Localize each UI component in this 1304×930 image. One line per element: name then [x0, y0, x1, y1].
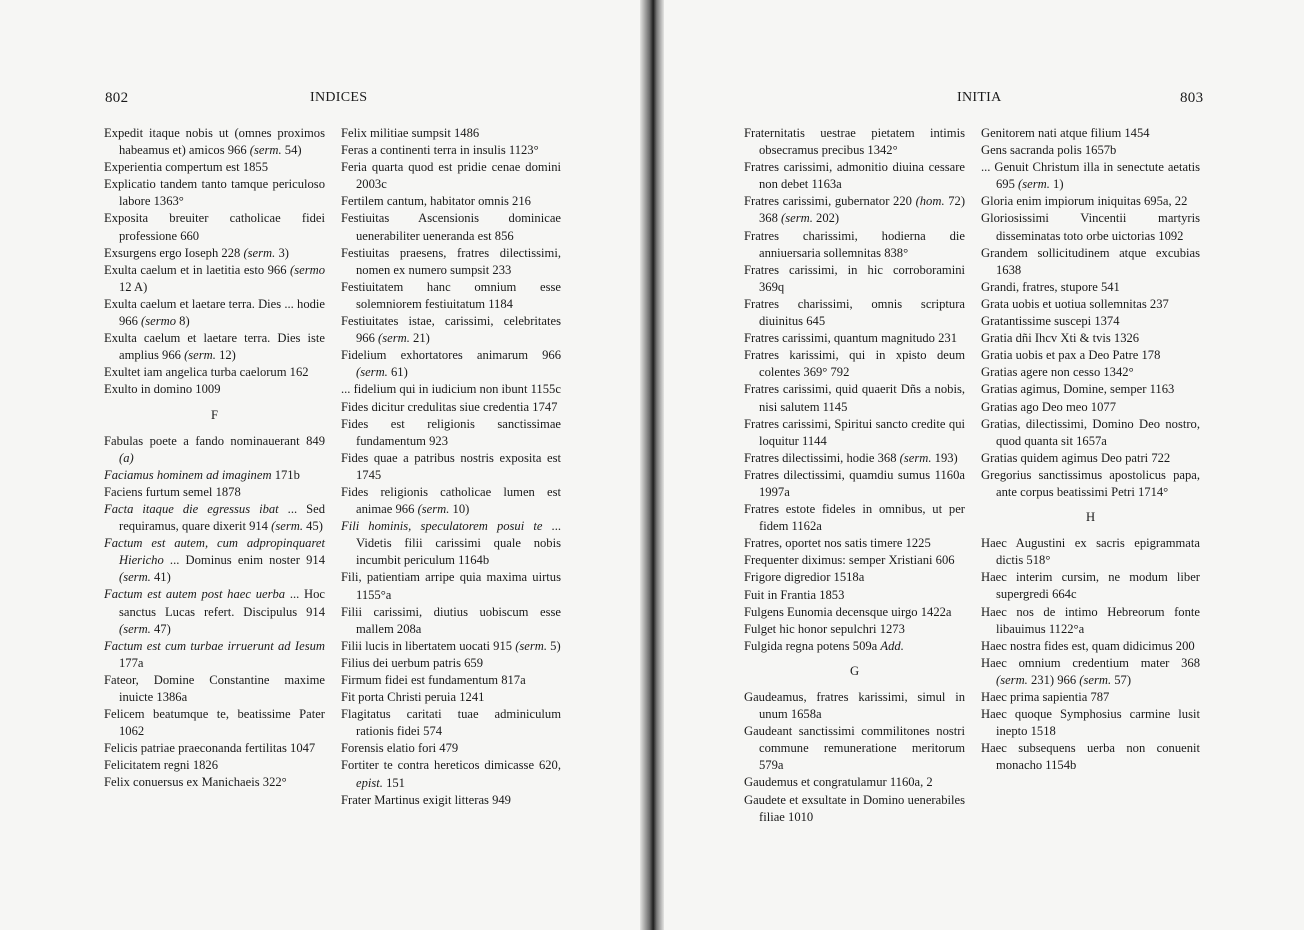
entry-text: Fulgida regna potens 509a: [744, 638, 881, 653]
index-entry: [341, 142, 561, 159]
index-entry: [744, 621, 965, 638]
entry-text: Forensis elatio fori 479: [341, 741, 459, 756]
entry-text: Exulta caelum et laetare terra. Dies iste amplius 966: [104, 331, 325, 363]
entry-text: Grandem sollicitudinem atque excubias 1638: [981, 245, 1200, 277]
index-entry: [981, 689, 1200, 706]
index-entry: [104, 706, 325, 740]
entry-text: 41): [150, 570, 171, 585]
index-entry: [341, 706, 561, 740]
entry-text: Explicatio tandem tanto tamque periculoso labore 1363°: [104, 177, 325, 209]
index-entry: [981, 655, 1200, 689]
entry-text: Gratia dñi Ihcv Xti & tvis 1326: [981, 331, 1140, 346]
running-head: INDICES: [310, 90, 368, 105]
entry-italic-text: (serm.: [1079, 672, 1112, 687]
index-entry: [744, 159, 965, 193]
entry-italic-text: (serm.: [356, 365, 388, 380]
entry-italic-text: (sermo: [290, 262, 325, 277]
entry-italic-text: (serm.: [184, 348, 216, 363]
index-entry: [981, 330, 1200, 347]
index-entry: [981, 535, 1200, 569]
entry-italic-text: Faciamus hominem ad imaginem: [104, 467, 272, 482]
entry-text: 72) 368: [759, 194, 966, 226]
left-page: [0, 0, 648, 930]
index-entry: [981, 467, 1200, 501]
entry-text: Haec prima sapientia 787: [981, 690, 1110, 704]
entry-italic-text: Factum est cum turbae irruerunt ad Iesum: [104, 638, 325, 653]
index-entry: [981, 569, 1200, 603]
entry-text: Fraternitatis uestrae pietatem intimis obsecramus precibus 1342°: [744, 126, 965, 158]
entry-text: ... Sed requiramus, quare dixerit 914: [119, 501, 325, 534]
entry-text: Haec quoque Symphosius carmine lusit inepto 1518: [981, 707, 1200, 739]
index-entry: [981, 381, 1200, 398]
entry-italic-text: (serm.: [119, 621, 151, 636]
entry-italic-text: (a): [119, 450, 134, 465]
entry-text: 3): [275, 245, 289, 260]
entry-text: Fratres carissimi, quantum magnitudo 231: [744, 331, 958, 346]
entry-text: 12): [215, 348, 236, 363]
entry-italic-text: (serm.: [515, 638, 548, 653]
index-column: [981, 125, 1200, 774]
entry-text: Festiuitas praesens, fratres dilectissimi, nomen ex numero sumpsit 233: [341, 245, 561, 277]
running-head: INITIA: [957, 90, 1002, 105]
entry-text: Haec nos de intimo Hebreorum fonte libauimus 1122°a: [981, 604, 1200, 636]
index-entry: [981, 347, 1200, 364]
entry-text: Exulta caelum et in laetitia esto 966: [104, 262, 291, 277]
index-entry: [744, 689, 965, 723]
entry-text: Exultet iam angelica turba caelorum 162: [104, 365, 309, 380]
index-entry: [981, 313, 1200, 330]
entry-text: Gratias, dilectissimi, Domino Deo nostro, quod quanta sit 1657a: [981, 416, 1200, 448]
entry-text: Gratias ago Deo meo 1077: [981, 399, 1116, 414]
index-column: [744, 125, 965, 826]
entry-italic-text: (serm.: [781, 211, 813, 226]
entry-text: Fratres estote fideles in omnibus, ut per fidem 1162a: [744, 502, 965, 534]
entry-text: Gratia uobis et pax a Deo Patre 178: [981, 348, 1161, 363]
index-entry: [104, 757, 325, 774]
entry-text: 1): [1049, 177, 1064, 192]
index-entry: [104, 245, 325, 262]
index-entry: [981, 142, 1200, 159]
section-letter: G: [849, 663, 860, 678]
index-entry: [104, 381, 325, 398]
entry-text: Exposita breuiter catholicae fidei professione 660: [104, 211, 325, 243]
index-entry: [341, 569, 561, 603]
page-number: 802: [105, 90, 129, 106]
entry-text: Firmum fidei est fundamentum 817a: [341, 673, 526, 687]
entry-text: Fulgens Eunomia decensque uirgo 1422a: [744, 604, 952, 619]
entry-text: Fili, patientiam arripe quia maxima uirtus 1155°a: [341, 570, 561, 602]
index-entry: [981, 245, 1200, 279]
index-entry: [744, 330, 965, 347]
entry-italic-text: (serm.: [996, 672, 1028, 687]
index-entry: [744, 552, 965, 569]
entry-text: 151: [382, 775, 405, 790]
index-column: [341, 125, 561, 809]
entry-text: Feras a continenti terra in insulis 1123°: [341, 143, 539, 158]
index-entry: [104, 330, 325, 364]
index-entry: [981, 210, 1200, 244]
entry-italic-text: Factum est autem, cum adpropinquaret Hiericho: [104, 536, 325, 568]
entry-italic-text: (sermo: [141, 314, 177, 329]
index-entry: [104, 774, 325, 791]
entry-text: 57): [1111, 672, 1132, 687]
index-entry: [981, 296, 1200, 313]
index-entry: [744, 501, 965, 535]
entry-text: Gratias agimus, Domine, semper 1163: [981, 382, 1175, 397]
index-entry: [744, 792, 965, 826]
index-entry: [104, 176, 325, 210]
entry-text: Grata uobis et uotiua sollemnitas 237: [981, 296, 1169, 311]
entry-text: Gregorius sanctissimus apostolicus papa, ante corpus beatissimi Petri 1714°: [981, 467, 1200, 499]
entry-text: Fratres carissimi, Spiritui sancto credite qui loquitur 1144: [744, 416, 965, 448]
index-entry: [341, 655, 561, 672]
entry-text: 61): [387, 365, 408, 380]
index-entry: [744, 774, 965, 791]
entry-text: Fit porta Christi peruia 1241: [341, 690, 485, 705]
right-page: [656, 0, 1304, 930]
entry-text: Gratias agere non cesso 1342°: [981, 365, 1134, 380]
index-entry: [104, 638, 325, 672]
entry-text: Gens sacranda polis 1657b: [981, 143, 1117, 158]
entry-text: Flagitatus caritati tuae adminiculum rationis fidei 574: [341, 707, 561, 739]
entry-text: 54): [281, 143, 302, 158]
entry-text: 12 A): [119, 279, 148, 294]
entry-text: Gaudeamus, fratres karissimi, simul in unum 1658a: [744, 690, 965, 722]
entry-text: Fratres charissimi, hodierna die anniuersaria sollemnitas 838°: [744, 228, 965, 260]
entry-text: Expedit itaque nobis ut (omnes proximos habeamus et) amicos 966: [104, 126, 325, 158]
entry-text: Filius dei uerbum patris 659: [341, 655, 484, 670]
index-entry: [104, 159, 325, 176]
entry-text: ... Genuit Christum illa in senectute aetatis 695: [981, 160, 1200, 192]
entry-text: Gloria enim impiorum iniquitas 695a, 22: [981, 194, 1188, 209]
index-entry: [981, 638, 1200, 655]
entry-text: Gaudeant sanctissimi commilitones nostri commune remuneratione meritorum 579a: [744, 724, 965, 773]
entry-text: Fratres carissimi, in hic corroboramini 369q: [744, 262, 965, 294]
entry-text: Fortiter te contra hereticos dimicasse 620,: [341, 758, 561, 773]
index-entry: [341, 313, 561, 347]
entry-text: Fratres, oportet nos satis timere 1225: [744, 536, 931, 551]
index-entry: [981, 706, 1200, 740]
entry-text: Frater Martinus exigit litteras 949: [341, 792, 511, 807]
entry-text: Fabulas poete a fando nominauerant 849: [104, 433, 325, 448]
book-gutter: [640, 0, 664, 930]
index-entry: [104, 467, 325, 484]
index-entry: [341, 245, 561, 279]
entry-text: Felix conuersus ex Manichaeis 322°: [104, 775, 287, 790]
index-entry: [744, 723, 965, 774]
index-entry: [104, 364, 325, 381]
entry-text: Gaudemus et congratulamur 1160a, 2: [744, 775, 933, 790]
entry-italic-text: (serm.: [1018, 177, 1050, 192]
entry-text: Exsurgens ergo Ioseph 228: [104, 245, 244, 260]
index-entry: [341, 381, 561, 398]
entry-italic-text: (serm.: [378, 331, 410, 346]
section-letter: H: [1085, 510, 1096, 525]
entry-text: Felicem beatumque te, beatissime Pater 1062: [104, 707, 325, 739]
entry-text: Exulta caelum et laetare terra. Dies ... hodie 966: [104, 296, 325, 329]
entry-text: Haec interim cursim, ne modum liber supergredi 664c: [981, 570, 1200, 602]
entry-text: Fides est religionis sanctissimae fundamentum 923: [341, 416, 561, 448]
entry-text: Frequenter diximus: semper Xristiani 606: [744, 553, 955, 568]
index-entry: [104, 210, 325, 244]
index-entry: [341, 484, 561, 518]
entry-text: Fratres carissimi, gubernator 220: [744, 194, 916, 209]
index-entry: [104, 262, 325, 296]
index-entry: [104, 740, 325, 757]
index-entry: [104, 586, 325, 637]
entry-text: Gaudete et exsultate in Domino uenerabiles filiae 1010: [744, 792, 965, 824]
entry-text: Exulto in domino 1009: [104, 382, 221, 397]
entry-text: Fidelium exhortatores animarum 966: [341, 348, 561, 363]
index-entry: [744, 535, 965, 552]
entry-text: Fertilem cantum, habitator omnis 216: [341, 194, 531, 209]
entry-text: Genitorem nati atque filium 1454: [981, 126, 1150, 140]
entry-text: Gratias quidem agimus Deo patri 722: [981, 450, 1171, 465]
entry-text: ... Videtis filii carissimi quale nobis incumbit periculum 1164b: [356, 519, 561, 568]
entry-text: 177a: [119, 655, 144, 670]
index-entry: [744, 467, 965, 501]
entry-text: Fratres karissimi, qui in xpisto deum colentes 369° 792: [744, 348, 965, 380]
index-entry: [744, 262, 965, 296]
index-entry: [981, 125, 1200, 142]
entry-text: Frigore digredior 1518a: [744, 570, 865, 585]
index-entry: [341, 210, 561, 244]
entry-text: Fratres dilectissimi, hodie 368: [744, 450, 900, 465]
entry-text: Filii lucis in libertatem uocati 915: [341, 638, 516, 653]
index-entry: [341, 279, 561, 313]
index-entry: [981, 450, 1200, 467]
entry-text: Felicis patriae praeconanda fertilitas 1047: [104, 741, 316, 756]
index-entry: [341, 518, 561, 569]
index-entry: [104, 296, 325, 330]
entry-text: Felix militiae sumpsit 1486: [341, 126, 480, 140]
entry-text: 5): [547, 638, 561, 653]
index-entry: [981, 364, 1200, 381]
index-entry: [341, 399, 561, 416]
entry-italic-text: (serm.: [249, 143, 282, 158]
entry-text: Feria quarta quod est pridie cenae domini 2003c: [341, 160, 561, 192]
entry-text: ... Dominus enim noster 914: [163, 553, 325, 568]
entry-text: 45): [302, 519, 323, 534]
index-entry: [104, 484, 325, 501]
entry-text: Fratres charissimi, omnis scriptura diuinitus 645: [744, 296, 965, 329]
index-entry: [744, 296, 965, 330]
entry-text: Festiuitatem hanc omnium esse solemniorem festiuitatum 1184: [341, 279, 561, 311]
entry-italic-text: Facta itaque die egressus ibat: [104, 501, 279, 516]
index-entry: [981, 159, 1200, 193]
index-entry: [981, 399, 1200, 416]
entry-italic-text: (serm.: [243, 245, 276, 260]
entry-text: Fuit in Frantia 1853: [744, 587, 845, 602]
entry-text: Festiuitates istae, carissimi, celebritates 966: [341, 314, 561, 346]
index-entry: [981, 740, 1200, 774]
entry-text: Filii carissimi, diutius uobiscum esse mallem 208a: [341, 604, 561, 636]
index-entry: [744, 638, 965, 655]
index-entry: [981, 279, 1200, 296]
index-entry: [104, 535, 325, 586]
entry-text: 231) 966: [1027, 672, 1080, 687]
entry-text: Haec subsequens uerba non conuenit monacho 1154b: [981, 741, 1200, 773]
index-entry: [341, 672, 561, 689]
index-entry: [104, 501, 325, 535]
index-entry: [341, 792, 561, 809]
index-entry: [341, 638, 561, 655]
entry-text: 193): [931, 450, 958, 465]
entry-text: 171b: [271, 467, 300, 482]
index-entry: [981, 193, 1200, 210]
entry-text: Felicitatem regni 1826: [104, 758, 219, 773]
entry-text: Fides religionis catholicae lumen est animae 966: [341, 484, 561, 517]
entry-text: Gloriosissimi Vincentii martyris disseminatas toto orbe uictorias 1092: [981, 211, 1200, 243]
index-entry: [744, 604, 965, 621]
index-entry: [341, 347, 561, 381]
index-entry: [981, 604, 1200, 638]
entry-text: 21): [409, 331, 430, 346]
index-entry: [744, 228, 965, 262]
index-entry: [341, 604, 561, 638]
index-entry: [341, 450, 561, 484]
index-entry: [341, 125, 561, 142]
index-entry: [104, 125, 325, 159]
entry-italic-text: (serm.: [899, 450, 932, 465]
index-entry: [744, 587, 965, 604]
page-number: 803: [1180, 90, 1204, 106]
entry-text: Haec omnium credentium mater 368: [981, 655, 1200, 670]
entry-italic-text: Add.: [880, 638, 904, 653]
index-entry: [341, 159, 561, 193]
entry-italic-text: (serm.: [417, 502, 450, 517]
entry-text: ... fidelium qui in iudicium non ibunt 1155c: [341, 382, 561, 397]
index-entry: [104, 433, 325, 467]
index-entry: [981, 416, 1200, 450]
entry-text: Fulget hic honor sepulchri 1273: [744, 621, 905, 636]
entry-text: 8): [176, 314, 190, 329]
entry-text: Fides quae a patribus nostris exposita est 1745: [341, 450, 561, 482]
entry-italic-text: epist.: [356, 775, 383, 790]
entry-italic-text: (serm.: [119, 570, 151, 585]
index-column: [104, 125, 325, 792]
entry-text: 10): [449, 502, 470, 517]
entry-text: Faciens furtum semel 1878: [104, 484, 241, 499]
entry-text: Haec Augustini ex sacris epigrammata dictis 518°: [981, 536, 1200, 568]
entry-text: Fratres carissimi, admonitio diuina cessare non debet 1163a: [744, 160, 965, 192]
entry-text: Fratres carissimi, quid quaerit Dñs a nobis, nisi salutem 1145: [744, 382, 965, 414]
index-entry: [744, 125, 965, 159]
section-letter: F: [210, 407, 218, 422]
index-entry: [744, 347, 965, 381]
index-entry: [341, 689, 561, 706]
entry-italic-text: (serm.: [271, 519, 303, 534]
entry-italic-text: (hom.: [915, 194, 945, 209]
index-entry: [341, 193, 561, 210]
entry-text: 202): [812, 211, 840, 226]
entry-text: Fides dicitur credulitas siue credentia 1747: [341, 399, 558, 414]
index-entry: [744, 381, 965, 415]
index-entry: [744, 416, 965, 450]
entry-text: ... Hoc sanctus Lucas refert. Discipulus 914: [119, 587, 325, 619]
entry-text: Grandi, fratres, stupore 541: [981, 279, 1120, 294]
entry-text: 47): [150, 621, 171, 636]
entry-text: Experientia compertum est 1855: [104, 160, 269, 175]
index-entry: [104, 672, 325, 706]
entry-text: Festiuitas Ascensionis dominicae uenerabiliter ueneranda est 856: [341, 211, 561, 243]
entry-italic-text: Factum est autem post haec uerba: [104, 587, 286, 602]
index-entry: [341, 740, 561, 757]
entry-italic-text: Fili hominis, speculatorem posui te: [341, 519, 543, 534]
entry-text: Gratantissime suscepi 1374: [981, 314, 1120, 329]
index-entry: [341, 416, 561, 450]
index-entry: [744, 569, 965, 586]
entry-text: Fateor, Domine Constantine maxime inuicte 1386a: [104, 672, 325, 704]
index-entry: [744, 450, 965, 467]
entry-text: Haec nostra fides est, quam didicimus 200: [981, 638, 1195, 653]
entry-text: Fratres dilectissimi, quamdiu sumus 1160a 1997a: [744, 467, 965, 499]
index-entry: [744, 193, 965, 227]
index-entry: [341, 757, 561, 791]
